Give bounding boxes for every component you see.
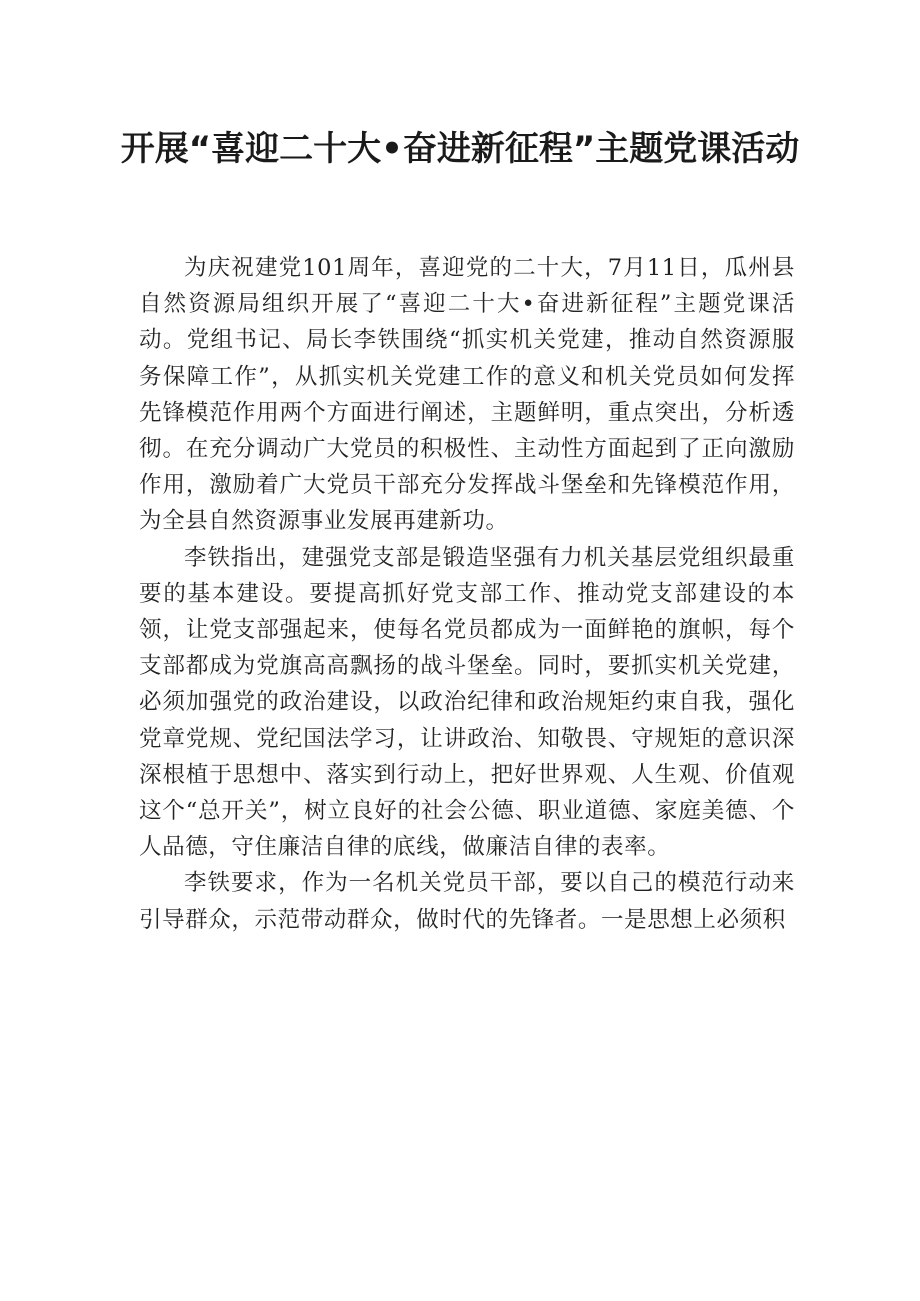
paragraph-2: 李铁指出，建强党支部是锻造坚强有力机关基层党组织最重要的基本建设。要提高抓好党支部工作、推动党支部建设的本领，让党支部强起来，使每名党员都成为一面鲜艳的旗帜，每个支部都成为党旗高高飘扬的战斗堡垒。同时，要抓实机关党建，必须加强党的政治建设，以政治纪律和政治规矩约束自我，强化党章党规、党纪国法学习，让讲政治、知敬畏、守规矩的意识深深根植于思想中、落实到行动上，把好世界观、人生观、价值观这个“总开关”，树立良好的社会公德、职业道德、家庭美德、个人品德，守住廉洁自律的底线，做廉洁自律的表率。: [139, 544, 795, 861]
document-title: 开展“喜迎二十大•奋进新征程”主题党课活动: [120, 129, 800, 169]
document-body: [139, 250, 795, 938]
paragraph-1: 为庆祝建党101周年，喜迎党的二十大，7月11日，瓜州县自然资源局组织开展了“喜迎二十大•奋进新征程”主题党课活动。党组书记、局长李铁围绕“抓实机关党建，推动自然资源服务保障工作”，从抓实机关党建工作的意义和机关党员如何发挥先锋模范作用两个方面进行阐述，主题鲜明，重点突出，分析透彻。在充分调动广大党员的积极性、主动性方面起到了正向激励作用，激励着广大党员干部充分发挥战斗堡垒和先锋模范作用，为全县自然资源事业发展再建新功。: [139, 255, 795, 535]
paragraph-3: 李铁要求，作为一名机关党员干部，要以自己的模范行动来引导群众，示范带动群众，做时代的先锋者。一是思想上必须积: [139, 870, 795, 933]
